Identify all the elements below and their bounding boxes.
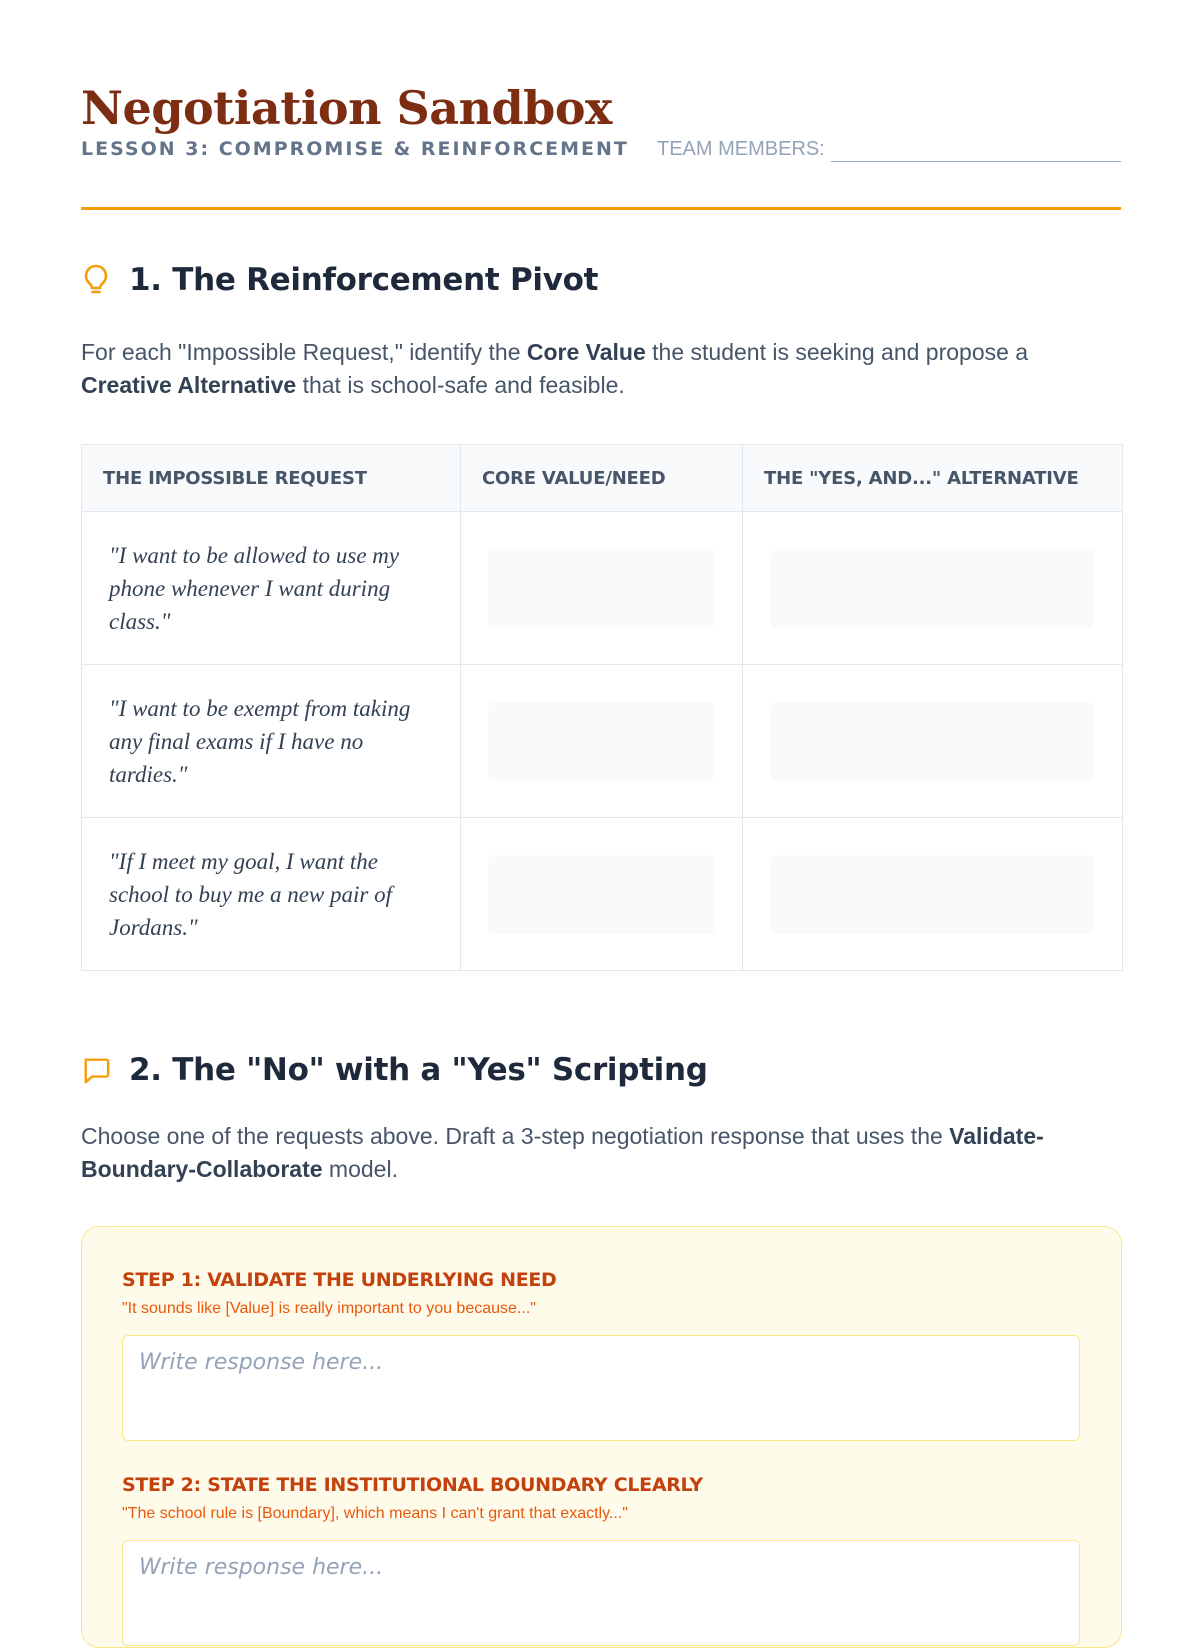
alternative-answer-box[interactable] <box>771 549 1094 628</box>
section1-title: 1. The Reinforcement Pivot <box>129 262 599 298</box>
step-label: STEP 2: STATE THE INSTITUTIONAL BOUNDARY CLEARLY <box>122 1474 703 1496</box>
instruction-text: For each "Impossible Request," identify the <box>81 339 527 365</box>
core-value-cell <box>461 512 743 665</box>
alternative-cell <box>743 665 1123 818</box>
column-header-alternative: THE "YES, AND..." ALTERNATIVE <box>743 445 1123 512</box>
section2-title: 2. The "No" with a "Yes" Scripting <box>129 1052 708 1088</box>
step1-response-input[interactable] <box>122 1335 1080 1441</box>
instruction-bold-core-value: Core Value <box>526 339 646 365</box>
step-hint: "The school rule is [Boundary], which means I can't grant that exactly..." <box>122 1505 628 1522</box>
instruction-text: that is school-safe and feasible. <box>296 372 625 398</box>
request-quote: "If I meet my goal, I want the school to buy me a new pair of Jordans." <box>82 818 461 971</box>
scripting-steps-panel <box>81 1226 1122 1648</box>
alternative-answer-box[interactable] <box>771 702 1094 781</box>
alternative-cell <box>743 818 1123 971</box>
team-members-line[interactable] <box>831 142 1121 162</box>
section1-heading <box>81 262 598 298</box>
page-title: Negotiation Sandbox <box>81 81 612 135</box>
section2-instructions <box>81 1120 1121 1186</box>
alternative-answer-box[interactable] <box>771 855 1094 934</box>
core-value-answer-box[interactable] <box>488 549 715 628</box>
alternative-cell <box>743 512 1123 665</box>
speech-bubble-icon <box>81 1052 111 1088</box>
request-quote: "I want to be exempt from taking any final exams if I have no tardies." <box>82 665 461 818</box>
lightbulb-icon <box>81 262 111 298</box>
instruction-text: the student is seeking and propose a <box>645 339 1029 365</box>
core-value-cell <box>461 665 743 818</box>
team-members-label: TEAM MEMBERS: <box>657 138 825 160</box>
header-divider <box>81 207 1121 210</box>
lesson-subtitle: LESSON 3: COMPROMISE & REINFORCEMENT <box>81 138 629 160</box>
table-row <box>82 818 1123 971</box>
request-quote: "I want to be allowed to use my phone whenever I want during class." <box>82 512 461 665</box>
step2-response-input[interactable] <box>122 1540 1080 1646</box>
step-hint: "It sounds like [Value] is really important to you because..." <box>122 1300 536 1317</box>
core-value-answer-box[interactable] <box>488 855 715 934</box>
section1-instructions <box>81 336 1121 402</box>
table-header-row <box>82 445 1123 512</box>
table-row <box>82 665 1123 818</box>
section2-heading <box>81 1052 708 1088</box>
team-members-field[interactable] <box>657 136 1121 162</box>
instruction-bold-creative-alternative: Creative Alternative <box>81 372 297 398</box>
step-label: STEP 1: VALIDATE THE UNDERLYING NEED <box>122 1269 557 1291</box>
step-2 <box>122 1472 1080 1646</box>
column-header-request: THE IMPOSSIBLE REQUEST <box>82 445 461 512</box>
instruction-text: model. <box>322 1156 398 1182</box>
header-subrow <box>81 136 1121 166</box>
column-header-core-value: CORE VALUE/NEED <box>461 445 743 512</box>
instruction-text: Choose one of the requests above. Draft a 3-step negotiation response that uses the <box>81 1123 950 1149</box>
step-1 <box>122 1267 1080 1441</box>
header <box>81 80 1121 166</box>
requests-table <box>81 444 1123 971</box>
core-value-answer-box[interactable] <box>488 702 715 781</box>
core-value-cell <box>461 818 743 971</box>
table-row <box>82 512 1123 665</box>
instruction-bold-model: Validate-Boundary-Collaborate <box>81 1123 1044 1182</box>
